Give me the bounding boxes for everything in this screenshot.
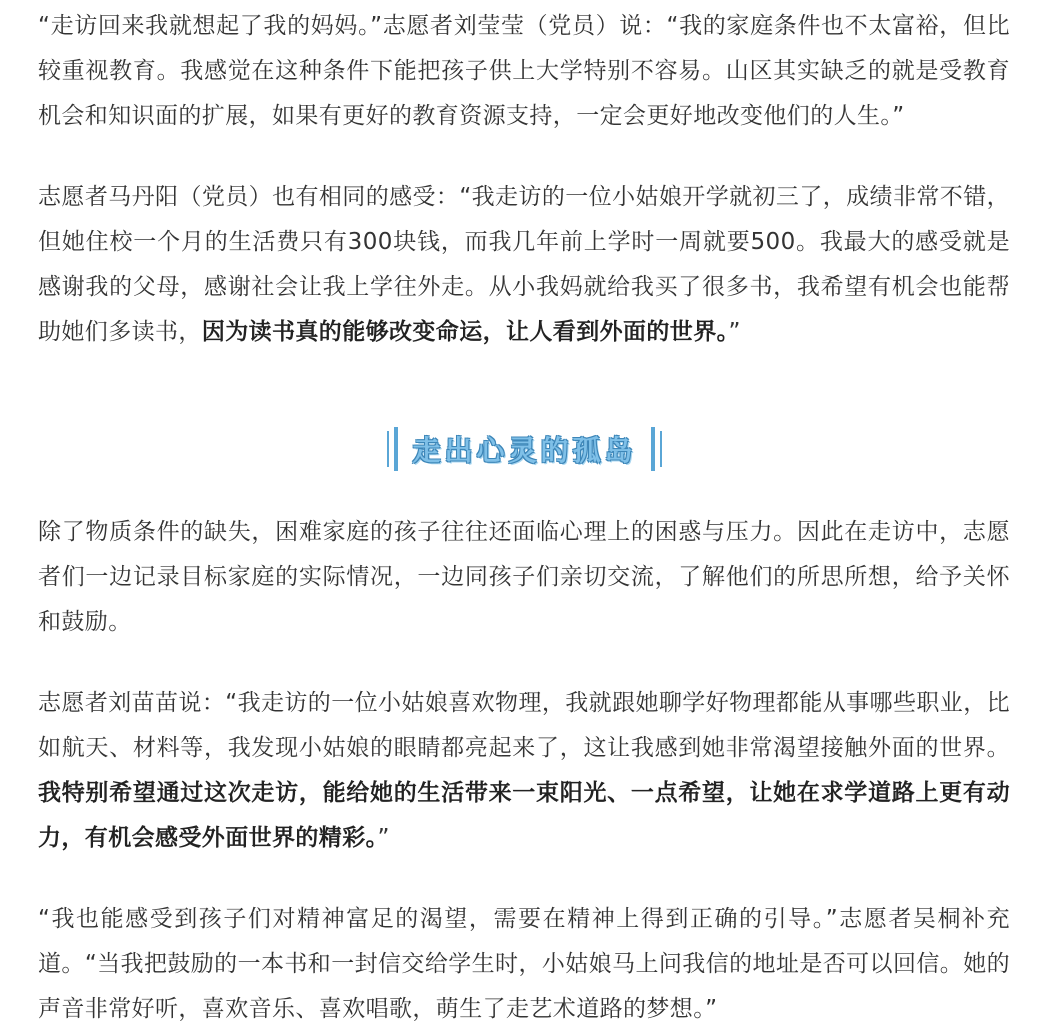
closing-quote: ” bbox=[377, 825, 390, 851]
paragraph-text: 志愿者刘苗苗说：“我走访的一位小姑娘喜欢物理，我就跟她聊学好物理都能从事哪些职业，比如航天、材料等，我发现小姑娘的眼睛都亮起来了，这让我感到她非常渴望接触外面的世界。 bbox=[38, 690, 1010, 761]
closing-quote: ” bbox=[728, 319, 741, 345]
decorative-bar bbox=[651, 427, 655, 471]
heading-left-bars bbox=[387, 427, 398, 471]
paragraph-liu-miaomiao bbox=[38, 681, 1010, 861]
paragraph-text: 志愿者马丹阳（党员）也有相同的感受：“我走访的一位小姑娘开学就初三了，成绩非常不错，但她住校一个月的生活费只有300块钱，而我几年前上学时一周就要500。我最大的感受就是感谢我的父母，感谢社会让我上学往外走。从小我妈就给我买了很多书，我希望有机会也能帮助她们多读书， bbox=[38, 184, 1010, 345]
paragraph-liu-yingying bbox=[38, 4, 1010, 139]
section-title: 走出心灵的孤岛 bbox=[412, 434, 637, 467]
decorative-bar bbox=[394, 427, 398, 471]
decorative-bar bbox=[387, 431, 389, 467]
paragraph-wu-tong bbox=[38, 897, 1010, 1032]
paragraph-text: 除了物质条件的缺失，困难家庭的孩子往往还面临心理上的困惑与压力。因此在走访中，志愿者们一边记录目标家庭的实际情况，一边同孩子们亲切交流，了解他们的所思所想，给予关怀和鼓励。 bbox=[38, 519, 1010, 635]
paragraph-ma-danyang bbox=[38, 175, 1010, 355]
paragraph-intro bbox=[38, 510, 1010, 645]
bold-emphasis: 因为读书真的能够改变命运，让人看到外面的世界。 bbox=[201, 319, 729, 345]
decorative-bar bbox=[660, 431, 662, 467]
bold-emphasis: 我特别希望通过这次走访，能给她的生活带来一束阳光、一点希望，让她在求学道路上更有动力，有机会感受外面世界的精彩。 bbox=[38, 780, 1010, 851]
heading-right-bars bbox=[651, 427, 662, 471]
section-heading bbox=[0, 424, 1049, 474]
paragraph-text: “我也能感受到孩子们对精神富足的渴望，需要在精神上得到正确的引导。”志愿者吴桐补充道。“当我把鼓励的一本书和一封信交给学生时，小姑娘马上问我信的地址是否可以回信。她的声音非常好听，喜欢音乐、喜欢唱歌，萌生了走艺术道路的梦想。” bbox=[38, 906, 1010, 1022]
section-heading-inner bbox=[387, 427, 661, 471]
paragraph-text: “走访回来我就想起了我的妈妈。”志愿者刘莹莹（党员）说：“我的家庭条件也不太富裕，但比较重视教育。我感觉在这种条件下能把孩子供上大学特别不容易。山区其实缺乏的就是受教育机会和知识面的扩展，如果有更好的教育资源支持，一定会更好地改变他们的人生。” bbox=[38, 13, 1010, 129]
